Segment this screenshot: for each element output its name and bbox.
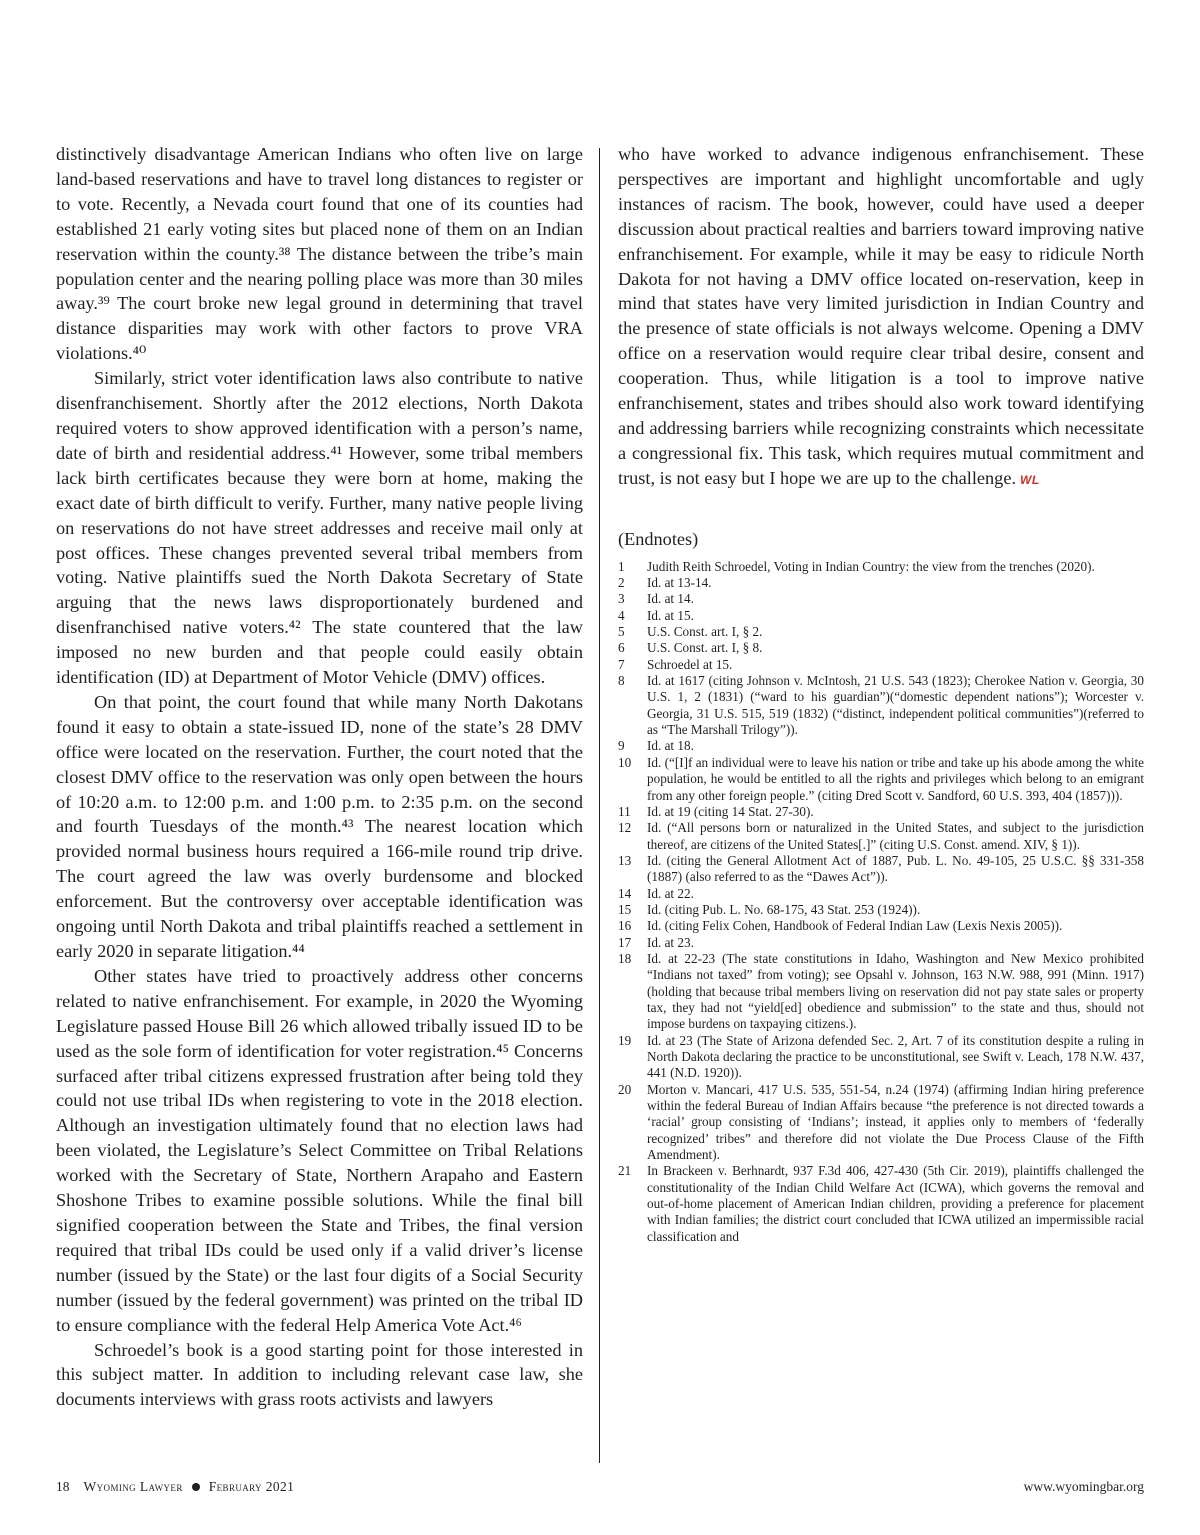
endnote-item — [618, 591, 1144, 607]
endnote-number: 21 — [618, 1163, 632, 1179]
endnote-number: 12 — [618, 820, 632, 836]
endnote-number: 1 — [618, 558, 625, 574]
endnote-item — [618, 853, 1144, 886]
endnote-text: U.S. Const. art. I, § 8. — [647, 640, 763, 656]
endnote-item — [618, 886, 1144, 902]
endnote-text: Id. at 13-14. — [647, 575, 712, 591]
endnote-text: Id. (citing Felix Cohen, Handbook of Federal Indian Law (Lexis Nexis 2005)). — [647, 918, 1063, 934]
body-paragraph: Other states have tried to proactively address other concerns related to native enfranchisement. For example, in 2020 the Wyoming Legislature passed House Bill 26 which allowed tribally issued ID to be used as the sole form of identification for voter registration.⁴⁵ Concerns surfaced after tribal citizens expressed frustration after being told they could not use tribal IDs when registering to vote in the 2018 election. Although an investigation ultimately found that no election laws had been violated, the Legislature’s Select Committee on Tribal Relations worked with the Secretary of State, Northern Arapaho and Eastern Shoshone Tribes to examine possible solutions. While the final bill signified cooperation between the State and Tribes, the final version required that tribal IDs could be used only if a valid driver’s license number (issued by the State) or the last four digits of a Social Security number (issued by the federal government) was printed on the tribal ID to ensure compliance with the federal Help America Vote Act.⁴⁶ — [56, 965, 583, 1335]
endnote-number: 19 — [618, 1032, 632, 1048]
right-column — [618, 142, 1144, 1245]
endnote-number: 20 — [618, 1081, 632, 1097]
endnote-number: 10 — [618, 754, 632, 770]
endnote-text: Id. at 22-23 (The state constitutions in Idaho, Washington and New Mexico prohibited “Indians not taxed” from voting); see Opsahl v. Johnson, 163 N.W. 988, 991 (Minn. 1917) (holding that because tribal members living on reservation did not pay state sales or property tax, they had not “yield[ed] obedience and submission” to the state and thus, should not impose burdens on taxpaying citizens.). — [647, 950, 1144, 1032]
endnote-number: 15 — [618, 901, 632, 917]
endnote-item — [618, 902, 1144, 918]
column-divider — [599, 148, 600, 1463]
endnote-item — [618, 1033, 1144, 1082]
endnote-text: U.S. Const. art. I, § 2. — [647, 624, 763, 640]
closing-paragraph-text: who have worked to advance indigenous enfranchisement. These perspectives are important and highlight uncomfortable and ugly instances of racism. The book, however, could have used a deeper discussion about practical realties and barriers toward improving native enfranchisement. For example, while it may be easy to ridicule North Dakota for not having a DMV office located on-reservation, keep in mind that states have very limited jurisdiction in Indian Country and the presence of state officials is not always welcome. Opening a DMV office on a reservation would require clear tribal desire, consent and cooperation. Thus, while litigation is a tool to improve native enfranchisement, states and tribes should also work toward identifying and addressing barriers while recognizing constraints which necessitate a congressional fix. This task, which requires mutual commitment and trust, is not easy but I hope we are up to the challenge. — [618, 144, 1144, 488]
endnote-item — [618, 657, 1144, 673]
endnote-text: Id. at 18. — [647, 738, 694, 754]
endnote-item — [618, 640, 1144, 656]
page-number: 18 — [56, 1479, 70, 1494]
endnote-item — [618, 673, 1144, 738]
body-paragraph: Similarly, strict voter identification laws also contribute to native disenfranchisement. Shortly after the 2012 elections, North Dakota required voters to show approved identification with a person’s name, date of birth and residential address.⁴¹ However, some tribal members lack birth certificates because they were born at home, making the exact date of birth difficult to verify. Further, many native people living on reservations do not have street addresses and receive mail only at post offices. These changes prevented several tribal members from voting. Native plaintiffs sued the North Dakota Secretary of State arguing that the news laws disproportionately burdened and disenfranchised native voters.⁴² The state countered that the law imposed no new burden and that people could easily obtain identification (ID) at Department of Motor Vehicle (DMV) offices. — [56, 368, 583, 688]
body-paragraph: distinctively disadvantage American Indians who often live on large land-based reservations and have to travel long distances to register or to vote. Recently, a Nevada court found that one of its counties had established 21 early voting sites but placed none of them on an Indian reservation within the county.³⁸ The distance between the tribe’s main population center and the nearing polling place was more than 30 miles away.³⁹ The court broke new legal ground in determining that travel distance disparities may work with other factors to prove VRA violations.⁴⁰ — [56, 144, 583, 364]
closing-paragraph — [618, 142, 1144, 493]
page-footer — [56, 1477, 1144, 1497]
endnote-item — [618, 804, 1144, 820]
endnote-number: 7 — [618, 656, 625, 672]
endnote-item — [618, 755, 1144, 804]
endnotes-list — [618, 559, 1144, 1245]
endnote-text: Id. at 23. — [647, 934, 694, 950]
endnote-text: Id. at 15. — [647, 607, 694, 623]
endnote-number: 8 — [618, 673, 625, 689]
endnote-number: 14 — [618, 885, 632, 901]
left-column — [56, 142, 583, 1412]
endnote-text: Id. at 23 (The State of Arizona defended Sec. 2, Art. 7 of its constitution despite a ruling in North Dakota declaring the practice to be unconstitutional, see Swift v. Leach, 178 N.W. 437, 441 (N.D. 1920)). — [647, 1032, 1144, 1081]
endnote-text: In Brackeen v. Berhnardt, 937 F.3d 406, 427-430 (5th Cir. 2019), plaintiffs challenged the constitutionality of the Indian Child Welfare Act (ICWA), which governs the removal and out-of-home placement of American Indian children, providing a preference for placement with Indian families; the district court concluded that ICWA utilized an impermissible racial classification and — [647, 1163, 1144, 1244]
endnote-text: Id. at 22. — [647, 885, 694, 901]
endnote-text: Id. (“All persons born or naturalized in the United States, and subject to the jurisdiction thereof, are citizens of the United States[.]” (citing U.S. Const. amend. XIV, § 1)). — [647, 820, 1144, 852]
endnote-item — [618, 918, 1144, 934]
endnote-number: 9 — [618, 738, 625, 754]
endnote-text: Id. (citing Pub. L. No. 68-175, 43 Stat. 253 (1924)). — [647, 901, 921, 917]
website-url: www.wyomingbar.org — [1023, 1479, 1144, 1494]
endnote-item — [618, 608, 1144, 624]
endnote-text: Judith Reith Schroedel, Voting in Indian Country: the view from the trenches (2020). — [647, 558, 1095, 574]
endnote-item — [618, 624, 1144, 640]
endnote-text: Id. at 19 (citing 14 Stat. 27-30). — [647, 803, 814, 819]
endnote-number: 2 — [618, 575, 625, 591]
endnote-item — [618, 575, 1144, 591]
publication-name: Wyoming Lawyer — [83, 1479, 183, 1494]
endnote-item — [618, 1082, 1144, 1164]
endnote-item — [618, 820, 1144, 853]
endnote-number: 17 — [618, 934, 632, 950]
body-paragraph: On that point, the court found that while many North Dakotans found it easy to obtain a state-issued ID, none of the state’s 28 DMV office were located on the reservation. Further, the court noted that the closest DMV office to the reservation was only open between the hours of 10:20 a.m. to 12:00 p.m. and 1:00 p.m. to 2:35 p.m. on the second and fourth Tuesdays of the month.⁴³ The nearest location which provided normal business hours required a 166-mile round trip drive. The court agreed the law was overly burdensome and blocked enforcement. But the controversy over acceptable identification was ongoing until North Dakota and tribal plaintiffs reached a settlement in early 2020 in separate litigation.⁴⁴ — [56, 691, 583, 961]
endnote-item — [618, 738, 1144, 754]
endnote-text: Morton v. Mancari, 417 U.S. 535, 551-54, n.24 (1974) (affirming Indian hiring preference within the federal Bureau of Indian Affairs because “the preference is not directed towards a ‘racial’ group consisting of ‘Indians’; instead, it applies only to members of ‘federally recognized’ tribes” and therefore did not violate the Due Process Clause of the Fifth Amendment). — [647, 1081, 1144, 1163]
endnote-text: Id. (“[I]f an individual were to leave his nation or tribe and take up his abode among the white population, he would be entitled to all the rights and privileges which belong to an emigrant from any other foreign people.” (citing Dred Scott v. Sandford, 60 U.S. 393, 404 (1857))). — [647, 754, 1144, 803]
bullet-icon — [192, 1483, 200, 1491]
end-mark-logo: WL — [1020, 472, 1040, 487]
endnote-item — [618, 935, 1144, 951]
issue-date: February 2021 — [208, 1479, 295, 1494]
endnote-item — [618, 559, 1144, 575]
endnote-number: 16 — [618, 918, 632, 934]
endnote-item — [618, 951, 1144, 1033]
endnote-item — [618, 1163, 1144, 1245]
endnote-number: 11 — [618, 803, 631, 819]
endnote-text: Schroedel at 15. — [647, 656, 733, 672]
endnote-text: Id. (citing the General Allotment Act of 1887, Pub. L. No. 49-105, 25 U.S.C. §§ 331-358 (1887) (also referred to as the “Dawes Act”)). — [647, 852, 1144, 885]
endnote-number: 13 — [618, 852, 632, 868]
endnote-text: Id. at 1617 (citing Johnson v. McIntosh, 21 U.S. 543 (1823); Cherokee Nation v. Georgia, 30 U.S. 1, 2 (1831) (“ward to his guardian”)(“domestic dependent nations”); Worcester v. Georgia, 31 U.S. 515, 519 (1832) (“distinct, independent political communities”)(referred to as “The Marshall Trilogy”)). — [647, 673, 1144, 738]
body-paragraph: Schroedel’s book is a good starting point for those interested in this subject matter. In addition to including relevant case law, she documents interviews with grass roots activists and lawyers — [56, 1339, 583, 1410]
endnote-number: 6 — [618, 640, 625, 656]
endnote-number: 18 — [618, 950, 632, 966]
footer-left — [56, 1477, 294, 1497]
endnote-text: Id. at 14. — [647, 591, 694, 607]
endnote-number: 3 — [618, 591, 625, 607]
endnotes-heading: (Endnotes) — [618, 528, 699, 549]
endnote-number: 5 — [618, 624, 625, 640]
endnote-number: 4 — [618, 607, 625, 623]
